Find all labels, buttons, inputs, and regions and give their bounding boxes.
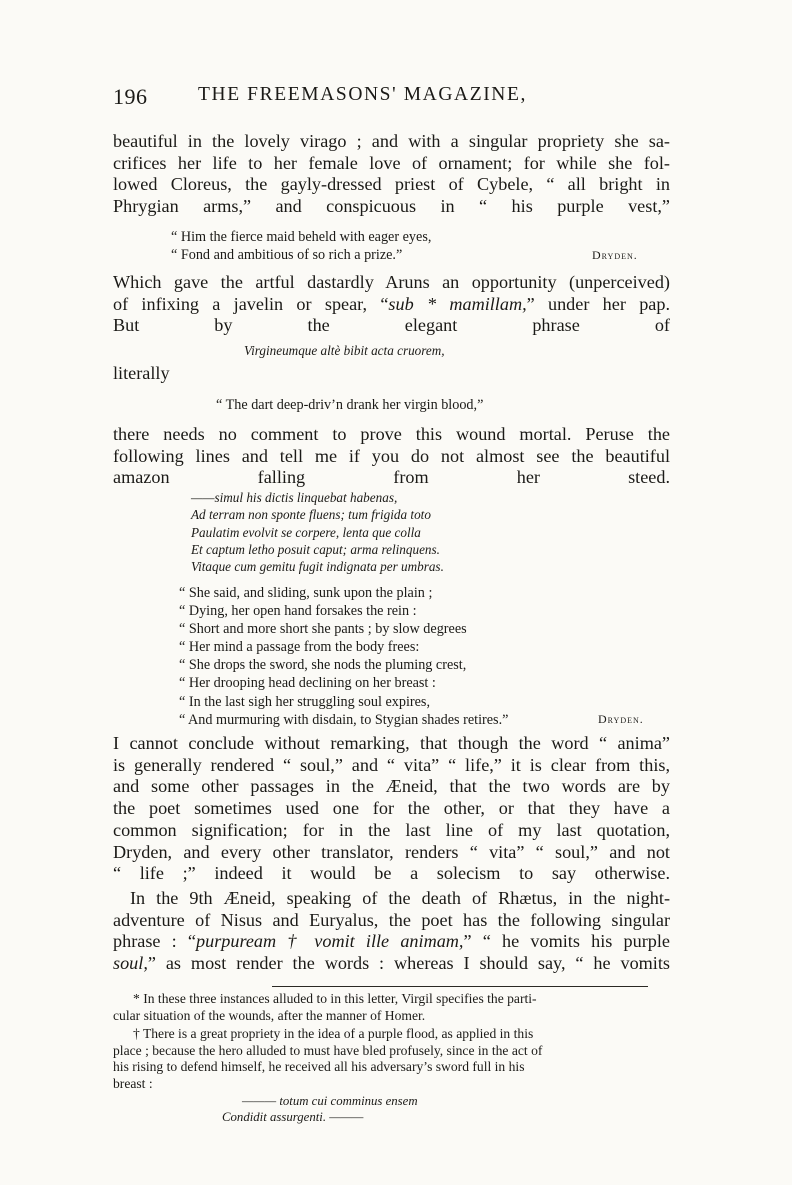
footnote-line: breast : xyxy=(113,1075,153,1091)
text-line xyxy=(113,953,670,975)
verse-line: “ In the last sigh her struggling soul expires, xyxy=(179,693,430,710)
text-line: In the 9th Æneid, speaking of the death of Rhætus, in the night- xyxy=(130,888,670,908)
text-line: the poet sometimes used one for the other, or that they have a xyxy=(113,798,670,819)
footnote-rule xyxy=(272,986,648,987)
latin-verse-line: ——— totum cui comminus ensem xyxy=(242,1094,418,1108)
text-span: phrase : “ xyxy=(113,931,196,952)
text-line: amazon falling from her steed. xyxy=(113,467,670,488)
text-line: adventure of Nisus and Euryalus, the poet has the following singular xyxy=(113,909,670,930)
verse-line: “ Her drooping head declining on her breast : xyxy=(179,675,436,692)
running-title: THE FREEMASONS' MAGAZINE, xyxy=(198,84,527,105)
footnote-line: cular situation of the wounds, after the manner of Homer. xyxy=(113,1007,426,1023)
latin-verse-line: Ad terram non sponte fluens; tum frigida toto xyxy=(191,507,431,523)
page-header xyxy=(113,84,673,114)
text-line: I cannot conclude without remarking, that though the word “ anima” xyxy=(113,733,670,753)
verse-line: “ Fond and ambitious of so rich a prize.” xyxy=(171,247,403,263)
paragraph-1 xyxy=(113,131,670,218)
page-number: 196 xyxy=(113,84,148,109)
footnote-line: place ; because the hero alluded to must have bled profusely, since in the act of xyxy=(113,1042,543,1058)
text-span: ” under her pap. xyxy=(526,293,670,314)
verse-line: “ She said, and sliding, sunk upon the plain ; xyxy=(179,585,433,601)
paragraph-4 xyxy=(113,733,670,885)
latin-verse-line: ——simul his dictis linquebat habenas, xyxy=(191,490,398,505)
latin-verse-line: Et captum letho posuit caput; arma relinquens. xyxy=(191,541,440,557)
text-line: is generally rendered “ soul,” and “ vita” “ life,” it is clear from this, xyxy=(113,754,670,775)
footnote-line: * In these three instances alluded to in this letter, Virgil specifies the parti- xyxy=(133,991,537,1006)
text-line: Dryden, and every other translator, renders “ vita” “ soul,” and not xyxy=(113,841,670,862)
latin-phrase: sub * mamillam, xyxy=(388,293,527,314)
latin-phrase: soul, xyxy=(113,953,148,974)
text-line xyxy=(113,931,670,953)
verse-quote-1 xyxy=(171,228,431,264)
latin-line-1: Virgineumque altè bibit acta cruorem, xyxy=(244,343,445,358)
text-line: Phrygian arms,” and conspicuous in “ his purple vest,” xyxy=(113,196,670,217)
literally-label: literally xyxy=(113,363,170,383)
verse-quote-2: “ The dart deep-driv’n drank her virgin blood,” xyxy=(216,397,484,413)
footnote-line: † There is a great propriety in the idea of a purple flood, as applied in this xyxy=(133,1026,534,1041)
footnote-star xyxy=(113,991,537,1024)
verse-line: “ Her mind a passage from the body frees: xyxy=(179,639,420,656)
text-line: and some other passages in the Æneid, that the two words are by xyxy=(113,776,670,797)
latin-verse-line: Vitaque cum gemitu fugit indignata per umbras. xyxy=(191,559,444,575)
footnote-latin xyxy=(222,1093,418,1125)
footnote-dagger xyxy=(113,1026,542,1092)
paragraph-3 xyxy=(113,424,670,489)
attribution-dryden-2: Dryden. xyxy=(598,712,644,726)
english-passage xyxy=(179,584,508,729)
verse-line: “ And murmuring with disdain, to Stygian shades retires.” xyxy=(179,711,509,728)
text-line: following lines and tell me if you do not almost see the beautiful xyxy=(113,445,670,466)
text-line: beautiful in the lovely virago ; and with a singular propriety she sa- xyxy=(113,131,670,151)
verse-line: “ Dying, her open hand forsakes the rein : xyxy=(179,603,417,620)
text-line xyxy=(113,294,670,316)
text-line: Which gave the artful dastardly Aruns an opportunity (unperceived) xyxy=(113,272,670,292)
latin-passage xyxy=(191,489,444,575)
text-line: “ life ;” indeed it would be a solecism to say otherwise. xyxy=(113,863,670,884)
latin-phrase: purpuream † vomit ille animam, xyxy=(196,931,464,952)
text-line: lowed Cloreus, the gayly-dressed priest of Cybele, “ all bright in xyxy=(113,174,670,195)
text-span: ” as most render the words : whereas I should say, “ he vomits xyxy=(147,953,670,974)
text-line: But by the elegant phrase of xyxy=(113,315,670,336)
verse-line: “ Short and more short she pants ; by slow degrees xyxy=(179,621,467,638)
attribution-dryden-1: Dryden. xyxy=(592,248,638,262)
latin-verse-line: Paulatim evolvit se corpere, lenta que colla xyxy=(191,524,421,540)
paragraph-2 xyxy=(113,272,670,337)
text-line: crifices her life to her female love of ornament; for while she fol- xyxy=(113,152,670,173)
text-span: of infixing a javelin or spear, “ xyxy=(113,293,389,314)
paragraph-5 xyxy=(113,888,670,975)
latin-verse-line: Condidit assurgenti. ——— xyxy=(222,1110,364,1124)
verse-line: “ She drops the sword, she nods the pluming crest, xyxy=(179,657,467,674)
text-line: common signification; for in the last line of my last quotation, xyxy=(113,819,670,840)
text-span: ” “ he vomits his purple xyxy=(463,931,670,952)
verse-line: “ Him the fierce maid beheld with eager eyes, xyxy=(171,229,432,245)
footnote-line: his rising to defend himself, he received all his adversary’s sword full in his xyxy=(113,1059,525,1075)
text-line: there needs no comment to prove this wound mortal. Peruse the xyxy=(113,424,670,444)
